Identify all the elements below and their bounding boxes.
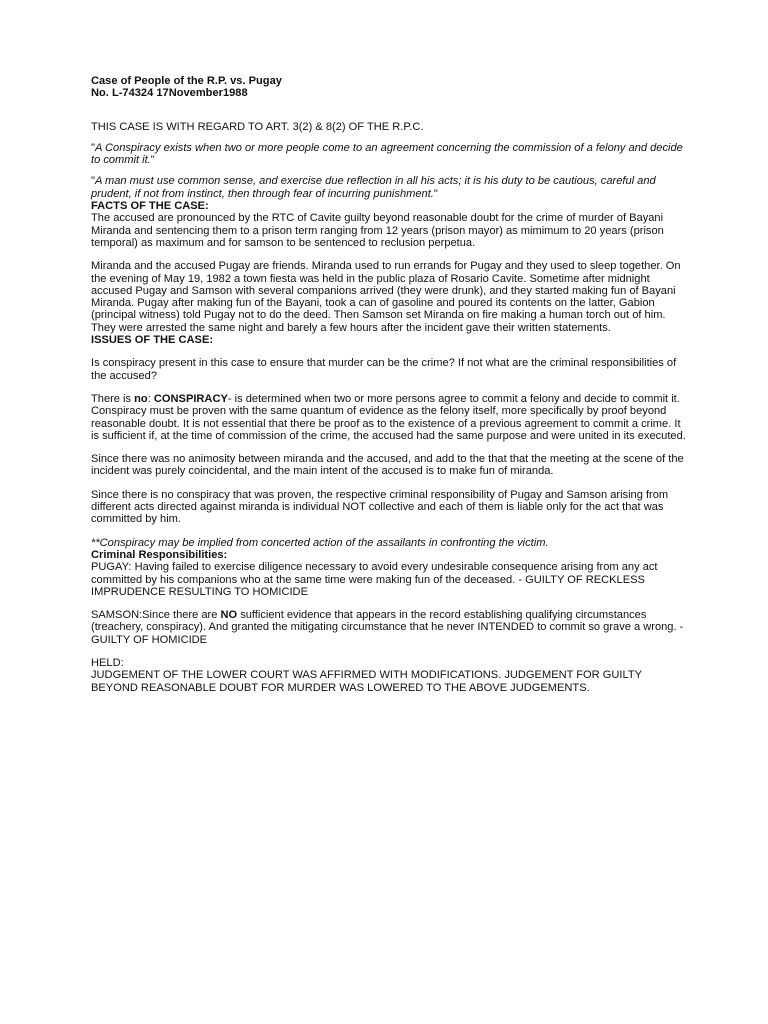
held-text: JUDGEMENT OF THE LOWER COURT WAS AFFIRMED WITH MODIFICATIONS. JUDGEMENT FOR GUILTY BEYOND REASONABLE DOUBT FOR MURDER WAS LOWERED TO THE ABOVE JUDGEMENTS. (91, 669, 642, 694)
samson-responsibility (91, 609, 688, 646)
quote-close: " (150, 154, 155, 167)
case-number: No. L-74324 17November1988 (91, 87, 248, 100)
responsibilities-heading: Criminal Responsibilities: (91, 548, 228, 561)
answer-conspiracy: CONSPIRACY (153, 392, 228, 405)
pugay-responsibility: PUGAY: Having failed to exercise diligence necessary to avoid every undesirable consequence arising from any act committed by his companions who at the same time were making fun of the deceased. - GUILTY OF RECKLESS IMPRUDENCE RESULTING TO HOMICIDE (91, 561, 658, 598)
quote-open: " (91, 175, 95, 188)
issues-answer (91, 393, 688, 442)
animosity-paragraph: Since there was no animosity between miranda and the accused, and add to the that that the meeting at the scene of the incident was purely coincidental, and the main intent of the accused is to make fun of miranda. (91, 453, 684, 478)
answer-no: no (134, 392, 148, 405)
samson-no: NO (220, 609, 238, 622)
case-header (91, 75, 688, 100)
answer-prefix: There is (91, 392, 135, 405)
common-sense-quote (91, 175, 688, 200)
conspiracy-definition-quote (91, 142, 688, 167)
samson-rest: sufficient evidence that appears in the record establishing qualifying circumstances (treachery, conspiracy). And granted the mitigating circumstance that he never INTENDED to commit so grave a wrong. - GUILTY OF HOMICIDE (91, 609, 684, 646)
issues-heading: ISSUES OF THE CASE: (91, 334, 214, 347)
facts-paragraph-1: The accused are pronounced by the RTC of Cavite guilty beyond reasonable doubt for the crime of murder of Bayani Miranda and sentencing them to a prison term ranging from 12 years (prison mayor) as mimimum to 20 years (prison temporal) as maximum and for samson to be sentenced to reclusion perpetua. (91, 212, 664, 249)
samson-prefix: SAMSON:Since there are (91, 609, 221, 622)
facts-heading: FACTS OF THE CASE: (91, 200, 209, 213)
quote-open: " (91, 141, 95, 154)
held-label: HELD: (91, 656, 124, 669)
no-conspiracy-paragraph: Since there is no conspiracy that was proven, the respective criminal responsibility of Pugay and Samson arising from different acts directed against miranda is individual NOT collective and each of them is liable only for the act that was committed by him. (91, 488, 669, 526)
quote-text: A Conspiracy exists when two or more people come to an agreement concerning the commission of a felony and decide to commit it. (91, 141, 683, 167)
facts-paragraph-2: Miranda and the accused Pugay are friends. Miranda used to run errands for Pugay and they used to sleep together. On the evening of May 19, 1982 a town fiesta was held in the public plaza of Rosario Cavite. Sometime after midnight accused Pugay and Samson with several companions arrived (they were drunk), and they started making fun of Bayani Miranda. Pugay after making fun of the Bayani, took a can of gasoline and poured its contents on the latter, Gabion (principal witness) told Pugay not to do the deed. Then Samson set Miranda on fire making a human torch out of him. They were arrested the same night and barely a few hours after the incident gave their written statements. (91, 260, 681, 334)
answer-colon: : (147, 392, 154, 405)
quote-text: A man must use common sense, and exercise due reflection in all his acts; it is his duty to be cautious, careful and prudent, if not from instinct, then through fear of incurring punishment. (91, 175, 656, 200)
issues-question: Is conspiracy present in this case to ensure that murder can be the crime? If not what are the criminal responsibilities of the accused? (91, 357, 677, 382)
quote-close: " (433, 187, 438, 200)
conspiracy-note: **Conspiracy may be implied from concerted action of the assailants in confronting the victim. (91, 536, 549, 549)
case-title: Case of People of the R.P. vs. Pugay (91, 75, 282, 87)
intro-statement: THIS CASE IS WITH REGARD TO ART. 3(2) & 8(2) OF THE R.P.C. (91, 120, 424, 133)
answer-rest: - is determined when two or more persons agree to commit a felony and decide to commit it. Conspiracy must be proven with the same quantum of evidence as the felony itself, more specifically by proof beyond reasonable doubt. It is not essential that there be proof as to the existence of a previous agreement to commit a crime. It is sufficient if, at the time of commission of the crime, the accused had the same purpose and were united in its executed. (91, 392, 686, 442)
